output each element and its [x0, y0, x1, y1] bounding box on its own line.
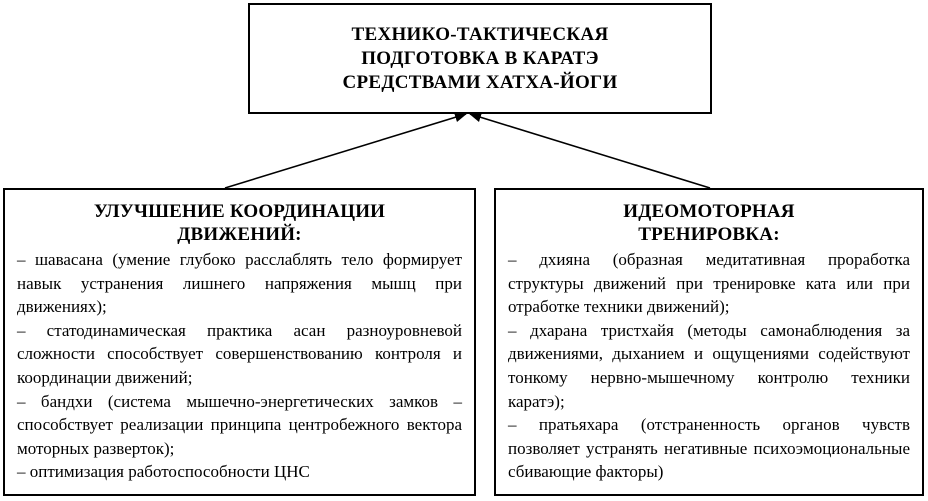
goal-box	[248, 3, 712, 114]
list-item: – шавасана (умение глубоко расслаблять тело формирует навык устранения лишнего напряжения мышц при движениях);	[17, 250, 462, 317]
arrow-left-to-top	[225, 114, 466, 188]
goal-title-line: СРЕДСТВАМИ ХАТХА-ЙОГИ	[342, 71, 618, 93]
list-item: – пратьяхара (отстраненность органов чувств позволяет устранять негативные психоэмоциональные сбивающие факторы)	[508, 415, 910, 482]
list-item: – бандхи (система мышечно-энергетических замков – способствует реализации принципа центробежного вектора моторных разверток);	[17, 391, 462, 458]
heading-line: ТРЕНИРОВКА:	[638, 224, 780, 245]
coordination-box	[3, 188, 476, 496]
list-item: – дхарана тристхайя (методы самонаблюдения за движениями, дыханием и ощущениями содействуют тонкому нервно-мышечному контролю техники каратэ);	[508, 320, 910, 411]
goal-title	[342, 23, 617, 95]
goal-title-line: ПОДГОТОВКА В КАРАТЭ	[361, 47, 599, 69]
heading-line: ИДЕОМОТОРНАЯ	[623, 201, 795, 222]
goal-title-line: ТЕХНИКО-ТАКТИЧЕСКАЯ	[351, 23, 609, 45]
ideomotor-heading	[508, 200, 910, 246]
arrow-right-to-top	[470, 114, 710, 188]
ideomotor-list	[508, 248, 910, 484]
heading-line: УЛУЧШЕНИЕ КООРДИНАЦИИ	[93, 201, 386, 222]
ideomotor-box	[494, 188, 924, 496]
list-item: – статодинамическая практика асан разноуровневой сложности способствует совершенствованию контроля и координации движений;	[17, 320, 462, 387]
coordination-heading	[17, 200, 462, 246]
list-item: – оптимизация работоспособности ЦНС	[17, 462, 310, 482]
list-item: – дхияна (образная медитативная проработка структуры движений при тренировке ката или при отработке техники движений);	[508, 250, 910, 317]
heading-line: ДВИЖЕНИЙ:	[177, 224, 302, 245]
coordination-list	[17, 248, 462, 484]
